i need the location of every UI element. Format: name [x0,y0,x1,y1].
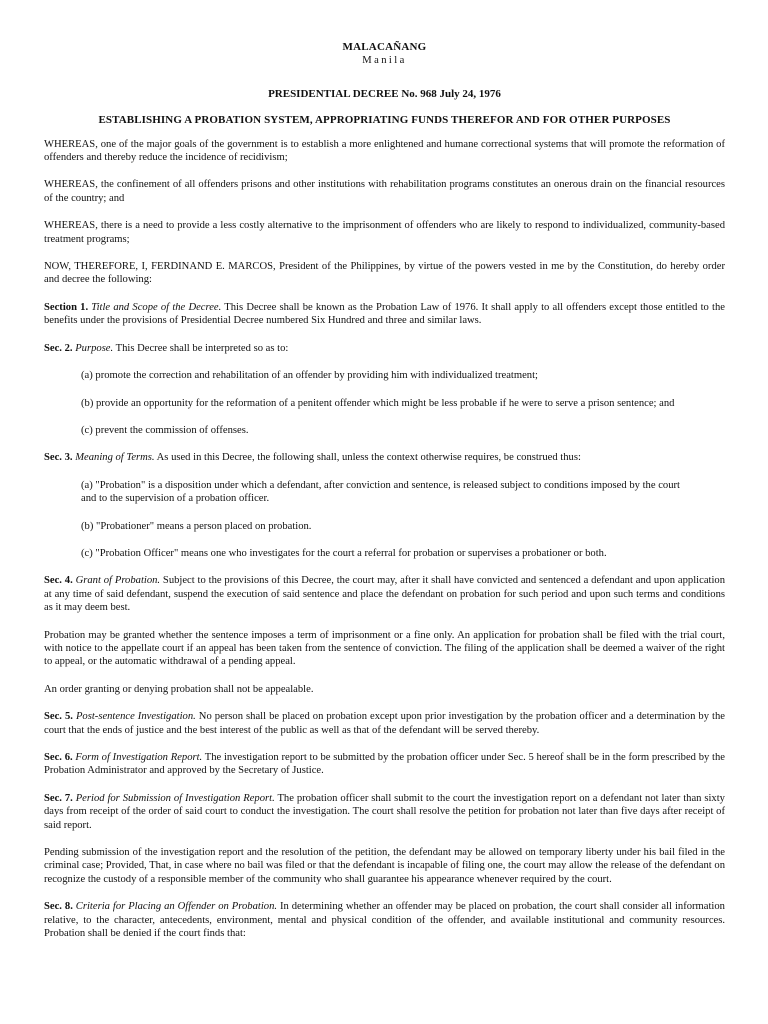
section-3-label: Sec. 3. [44,452,73,464]
section-7-title: Period for Submission of Investigation Report. [75,792,275,804]
section-6-title: Form of Investigation Report. [75,752,203,763]
section-1-text: This Decree shall be known as the Probation Law of 1976. It shall apply to all offenders except those entitled to the benefits under the provisions of Presidential Decree numbered Six Hundred and three and similar laws. [44,301,725,327]
section-7 [44,792,725,832]
section-7-text: The probation officer shall submit to the court the investigation report on a defendant not later than sixty days from receipt of the order of said court to conduct the investigation. The court shall resolve the petition for probation not later than five days after receipt of said report. [44,792,725,831]
section-2-item-a: (a) promote the correction and rehabilitation of an offender by providing him with individualized treatment; [81,370,538,382]
section-6 [44,751,725,778]
decree-purpose: ESTABLISHING A PROBATION SYSTEM, APPROPRIATING FUNDS THEREFOR AND FOR OTHER PURPOSES [98,114,671,127]
section-2-label: Sec. 2. [44,342,73,354]
section-2-title: Purpose. [75,342,114,354]
section-1 [44,301,725,328]
section-5-title: Post-sentence Investigation. [75,711,196,723]
section-4-paragraph-3: An order granting or denying probation shall not be appealable. [44,683,314,695]
section-3 [44,451,725,464]
section-6-text: The investigation report to be submitted by the probation officer under Sec. 5 hereof shall be in the form prescribed by the Probation Administrator and approved by the Secretary of Justice. [44,752,725,777]
section-3-item-c: (c) "Probation Officer" means one who investigates for the court a referral for probation or supervises a probationer or both. [81,547,607,559]
decree-title: PRESIDENTIAL DECREE No. 968 July 24, 1976 [268,87,501,100]
section-7-paragraph-2: Pending submission of the investigation report and the resolution of the petition, the defendant may be allowed on temporary liberty under his bail filed in the criminal case; Provided, That, in case where no bail was filed or that the defendant is incapable of filing one, the court may allow the release of the defendant on recognize the custody of a responsible member of the community who shall guarantee his appearance whenever required by the court. [44,847,725,885]
section-1-title: Title and Scope of the Decree. [91,301,222,313]
section-3-text: As used in this Decree, the following shall, unless the context otherwise requires, be construed thus: [154,452,581,464]
section-3-title: Meaning of Terms. [75,452,155,464]
whereas-paragraph-1: WHEREAS, one of the major goals of the government is to establish a more enlightened and humane correctional systems that will promote the reformation of offenders and thereby reduce the incidence of recidivism; [44,138,725,164]
city-heading: Manila [362,55,407,67]
section-8-title: Criteria for Placing an Offender on Probation. [75,901,278,913]
whereas-paragraph-3: WHEREAS, there is a need to provide a less costly alternative to the imprisonment of offenders who are likely to respond to individualized, community-based treatment programs; [44,220,725,245]
section-4-paragraph-2: Probation may be granted whether the sentence imposes a term of imprisonment or a fine only. An application for probation shall be filed with the trial court, with notice to the appellate court if an appeal has been taken from the sentence of conviction. The filing of the application shall be deemed a waiver of the right to appeal, or the automatic withdrawal of a pending appeal. [44,629,725,668]
section-4-title: Grant of Probation. [75,575,161,587]
whereas-paragraph-2: WHEREAS, the confinement of all offenders prisons and other institutions with rehabilitation programs constitutes an onerous drain on the financial resources of the country; and [44,179,725,204]
palace-heading: MALACAÑANG [342,41,427,53]
section-2-item-c: (c) prevent the commission of offenses. [81,424,249,436]
section-3-item-a: (a) "Probation" is a disposition under which a defendant, after conviction and sentence, is released subject to conditions imposed by the court and to the supervision of a probation officer. [81,479,680,505]
section-5-label: Sec. 5. [44,711,73,723]
section-6-label: Sec. 6. [44,752,73,763]
section-4-label: Sec. 4. [44,575,73,587]
section-4 [44,574,725,614]
section-2 [44,342,725,355]
section-8-label: Sec. 8. [44,901,73,913]
section-8-text: In determining whether an offender may be placed on probation, the court shall consider all information relative, to the character, antecedents, environment, mental and physical condition of the offender, and available institutional and community resources. Probation shall be denied if the court finds that: [44,901,725,940]
section-2-text: This Decree shall be interpreted so as to: [113,342,289,354]
section-5-text: No person shall be placed on probation except upon prior investigation by the probation officer and a determination by the court that the ends of justice and the best interest of the public as well as that of the defendant will be served thereby. [44,711,725,736]
section-5 [44,710,725,737]
section-1-label: Section 1. [44,301,89,313]
section-4-text: Subject to the provisions of this Decree, the court may, after it shall have convicted and sentenced a defendant and upon application at any time of said defendant, suspend the execution of said sentence and place the defendant on probation for such period and upon such terms and conditions as it may deem best. [44,575,725,614]
section-7-label: Sec. 7. [44,792,73,804]
section-2-item-b: (b) provide an opportunity for the reformation of a penitent offender which might be less probable if he were to serve a prison sentence; and [81,397,675,409]
section-8 [44,900,725,940]
section-3-item-b: (b) "Probationer" means a person placed on probation. [81,520,312,532]
decree-clause: NOW, THEREFORE, I, FERDINAND E. MARCOS, President of the Philippines, by virtue of the powers vested in me by the Constitution, do hereby order and decree the following: [44,261,725,286]
